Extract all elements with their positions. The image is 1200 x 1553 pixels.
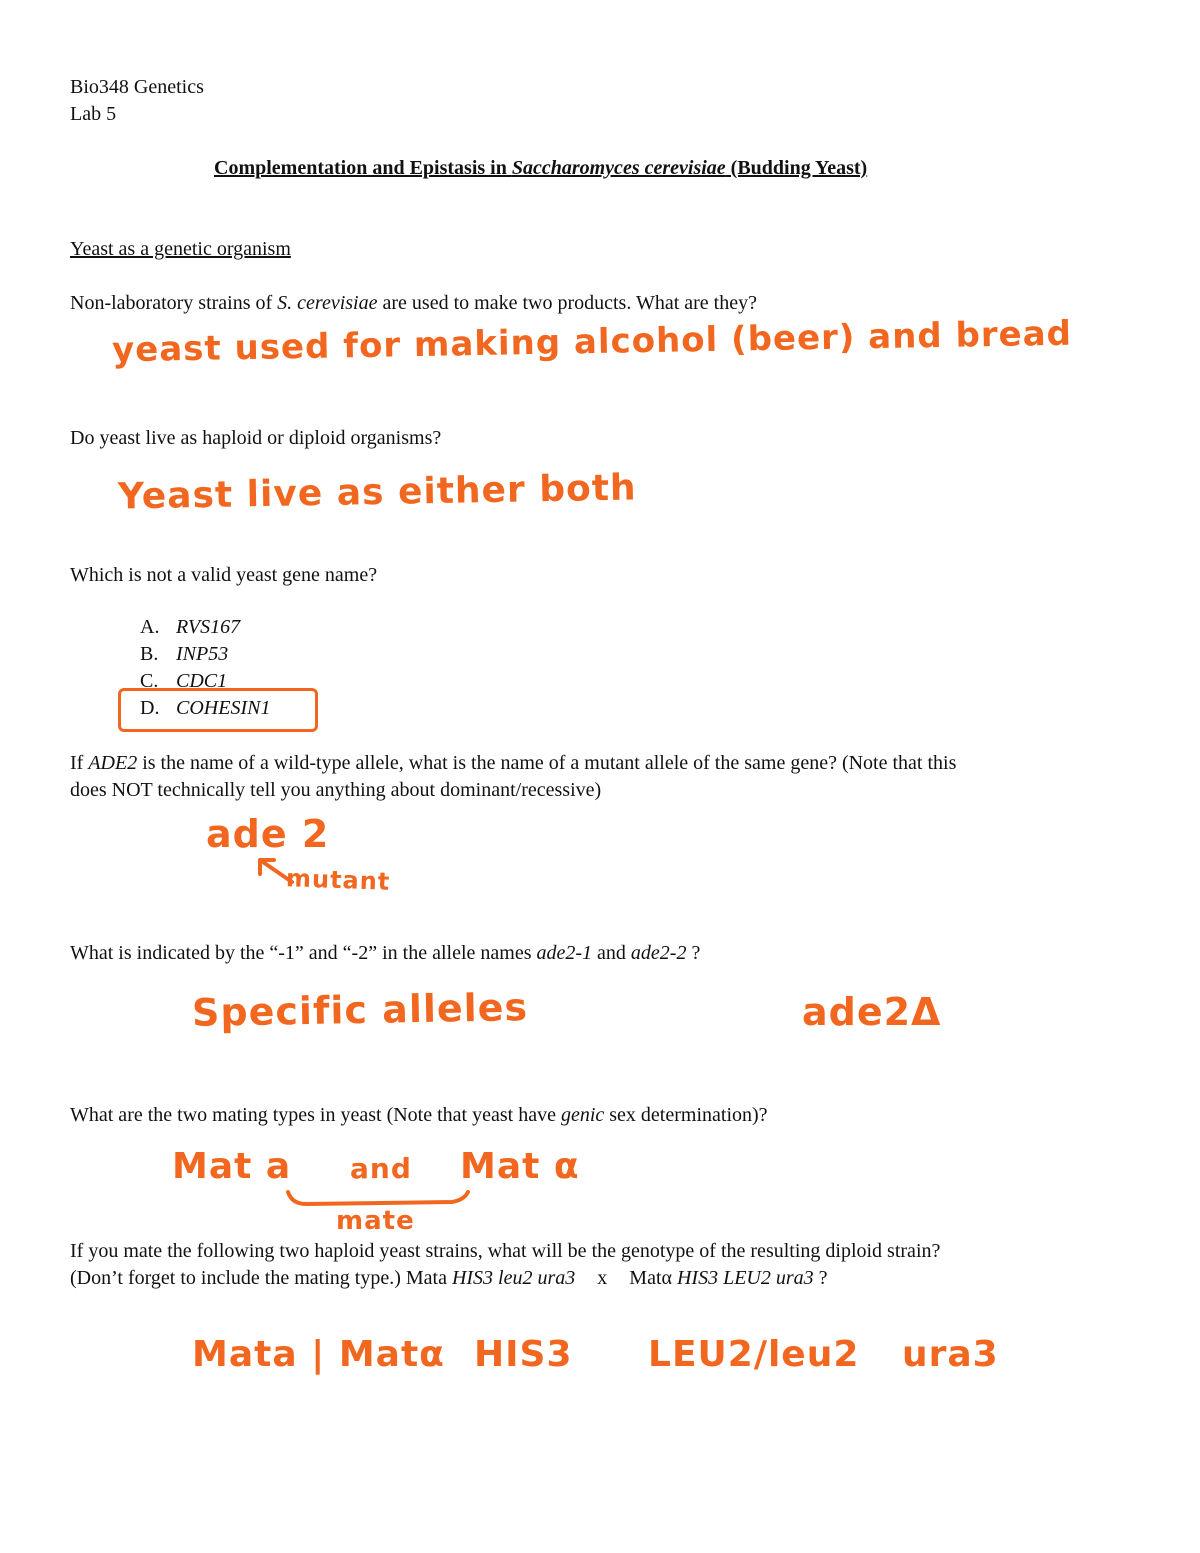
option-a-gene: RVS167 [176,616,241,638]
answer-4-handwriting: ade 2 [206,812,330,856]
q5-mid: and [592,942,631,964]
question-6 [70,1102,768,1128]
q7-strain2: HIS3 LEU2 ura3 [676,1267,814,1289]
section-heading: Yeast as a genetic organism [70,238,291,260]
option-b-gene: INP53 [176,643,229,665]
course-name: Bio348 Genetics [70,76,204,98]
q6-pre: What are the two mating types in yeast (Note that yeast have [70,1104,561,1126]
q7-post: ? [813,1267,828,1289]
question-5 [70,940,700,966]
selected-answer-box [118,688,318,732]
question-7-line1: If you mate the following two haploid yeast strains, what will be the genotype of the resulting diploid strain? [70,1240,941,1262]
q5-allele1: ade2-1 [536,942,593,964]
q4-pre: If [70,752,89,774]
option-c-gene: CDC1 [176,670,228,692]
answer-7-mating-type: Mata | Matα [192,1334,445,1375]
q1-species: S. cerevisiae [277,292,378,314]
q5-allele2: ade2-2 [630,942,687,964]
q5-pre: What is indicated by the “-1” and “-2” in the allele names [70,942,537,964]
q7-line2-pre: (Don’t forget to include the mating type.) Mata [70,1267,452,1289]
question-1 [70,290,757,316]
answer-1-handwriting: yeast used for making alcohol (beer) and bread [111,313,1073,371]
option-d-gene: COHESIN1 [176,697,271,719]
answer-6-handwriting-mid: and [350,1152,412,1185]
option-b-letter: B. [140,643,159,665]
title-part1: Complementation and Epistasis in [214,157,512,179]
q1-post: are used to make two products. What are they? [377,292,757,314]
option-d-letter: D. [140,697,160,719]
answer-6-handwriting-left: Mat a [172,1146,292,1187]
q4-post: is the name of a wild-type allele, what is the name of a mutant allele of the same gene? (Note that this [137,752,957,774]
option-c-letter: C. [140,670,159,692]
q6-post: sex determination)? [604,1104,768,1126]
q4-gene: ADE2 [88,752,138,774]
answer-6-annotation: mate [336,1206,415,1236]
q7-mat-alpha: Matα [629,1267,677,1289]
answer-4-annotation: mutant [285,864,391,896]
answer-7-ura3: ura3 [902,1334,999,1375]
q1-pre: Non-laboratory strains of [70,292,278,314]
option-a-letter: A. [140,616,160,638]
q7-strain1: HIS3 leu2 ura3 [451,1267,576,1289]
answer-5-handwriting-left: Specific alleles [191,985,529,1035]
title-species: Saccharomyces cerevisiae [511,157,726,179]
title-part2: (Budding Yeast) [725,157,868,179]
q5-post: ? [686,942,701,964]
question-7-line2 [70,1265,828,1291]
question-4-line2: does NOT technically tell you anything about dominant/recessive) [70,779,602,801]
answer-7-leu2: LEU2/leu2 [648,1334,860,1375]
lab-number: Lab 5 [70,103,117,125]
document-title [214,155,867,181]
question-4-line1 [70,750,956,776]
answer-6-handwriting-right: Mat α [460,1146,580,1187]
answer-2-handwriting: Yeast live as either both [117,467,637,518]
option-a [140,614,240,640]
question-3: Which is not a valid yeast gene name? [70,564,378,586]
question-2: Do yeast live as haploid or diploid organisms? [70,427,442,449]
option-b [140,641,228,667]
answer-7-his3: HIS3 [474,1334,573,1375]
q6-genic: genic [560,1104,605,1126]
answer-5-handwriting-right: ade2Δ [802,990,942,1034]
q7-cross: x [597,1267,608,1289]
